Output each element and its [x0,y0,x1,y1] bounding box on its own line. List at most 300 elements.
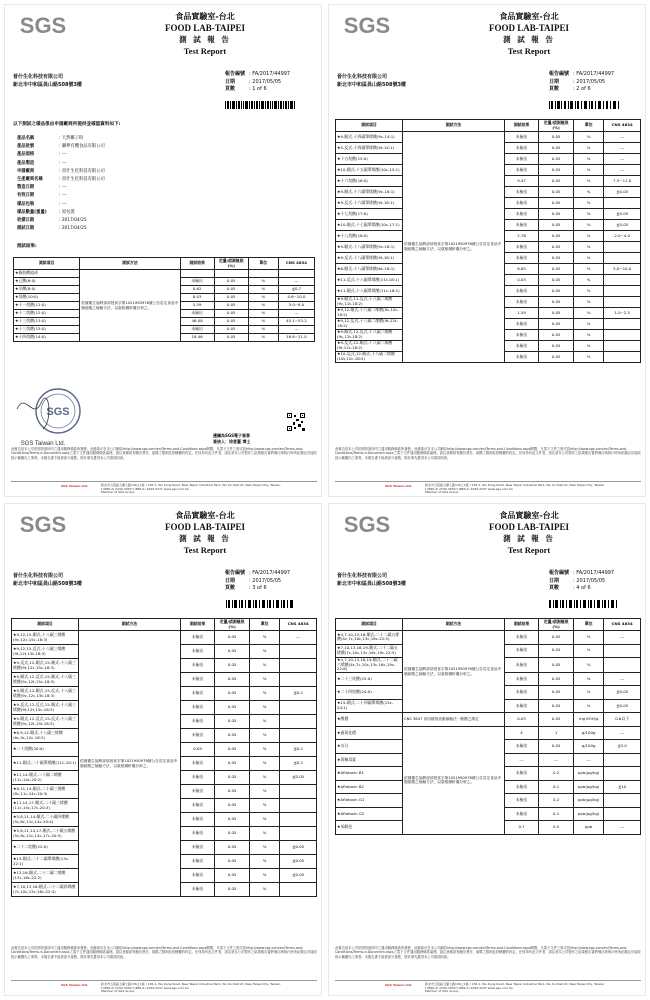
report-page-1 [4,4,322,497]
cell-item: ★脂肪酸組成 [14,270,80,278]
cell-cns: 5.0~10.0 [604,264,641,275]
cell-loq: 0.05 [539,165,574,176]
client-address: 新北市中和區員山路508號3樓 [13,82,82,88]
cell-result: 18.46 [180,334,214,342]
cell-result [180,270,214,278]
cell-loq: 0.05 [214,326,248,334]
cell-item: ★6-順式-十八碳單烯酸(6c-18:1) [336,264,403,275]
table-row [14,270,315,278]
cell-result: 未檢出 [180,883,215,897]
column-header-unit: 單位 [573,619,604,631]
cell-item: ★9,12-反式-十八碳二烯酸(9t,12t-18:2) [336,319,403,330]
cell-cns [604,319,641,330]
svg-text:SGS: SGS [343,13,391,38]
cell-result: 46.08 [180,318,214,326]
cell-cns: 2.0~4.0 [604,231,641,242]
cell-item: ★Aflatoxin G2 [336,807,403,821]
table-row [336,726,641,740]
cell-result: 未檢出 [180,827,215,841]
cell-unit: % [573,154,604,165]
cell-unit: % [573,187,604,198]
table-row [336,631,641,645]
sgs-logo-icon [339,11,395,39]
column-header-result: 測試結果 [180,619,215,631]
sample-field-value: 原包裝 [61,209,75,215]
cell-result: 未檢出 [504,780,539,794]
cell-result: 未檢出 [180,715,215,729]
cell-loq: 0.05 [539,176,574,187]
cell-loq: 0.05 [539,699,574,713]
cell-unit: ppb [573,821,604,835]
column-header-cns: CNS 4834 [604,619,641,631]
cell-result: 0.05 [504,713,539,727]
cell-loq: 0.05 [539,209,574,220]
cell-item: ★水分 [336,740,403,754]
sample-field-label: 生產廠商名稱 [17,177,43,183]
sample-field-label: 樣品包裝 [17,201,35,207]
cell-cns: ≦0.05 [280,855,317,869]
barcode-icon [549,101,619,109]
sample-field-value: 聯夢有機食品有限公司 [61,144,105,150]
footer-bar: SGS Taiwan Ltd. 新北市五股區五權七路136之1號 / 136-1, Wu Kung Road, New Taipei Industrial Park, Wu Ku District, New Taipei City, Taiwan t (886-2) 2299-3939 f (886-2) 2299-3237 www.sgs.com.tw Member of SGS Group [335,980,641,993]
sgs-logo-icon [15,510,71,538]
cell-loq: 0.05 [539,341,574,352]
sample-field-label: 申請廠商 [17,168,35,174]
cell-loq: 0.5 [539,821,574,835]
cell-item: ★8,11,14-順式-二十碳三烯酸(8c,11c,14c-20:3) [12,785,79,799]
cell-item: ★9-反式,12-反式,15-順式-十八碳三烯酸(9t,12t,15c-18:3) [12,701,79,715]
cell-loq: 0.05 [539,297,574,308]
column-header-item: 測試項目 [336,619,403,631]
lab-name-en: FOOD LAB-TAIPEI [164,23,246,33]
cell-method: 依據衛生福利部部授食字第1021950978號公告訂定食品中脂肪酸之檢驗方法，以氣相層析儀分析之。 [80,270,180,342]
cell-cns [280,785,317,799]
report-number: FA/2017/44997 [252,71,291,77]
cell-result: 0.09 [180,743,215,757]
cell-loq: 0.05 [215,701,250,715]
cell-unit: % [249,659,280,673]
report-title-zh: 測 試 報 告 [179,534,231,543]
cell-cns: 7.5~11.0 [604,176,641,187]
cell-result: 未檢出 [504,352,539,363]
results-table [11,618,317,897]
cell-unit: % [573,220,604,231]
cell-loq: 0.05 [214,318,248,326]
sample-field-label: 有效日期 [17,193,35,199]
cell-item: ★10-順式-十五碳單烯酸(10c-15:1) [336,165,403,176]
cell-loq: 0.05 [539,686,574,700]
cell-result: 未檢出 [504,253,539,264]
cell-cns [280,659,317,673]
cell-loq: 0.05 [215,729,250,743]
results-table [13,257,315,342]
report-page-2 [328,4,646,497]
cell-unit: % [573,275,604,286]
cell-loq: 0.05 [539,264,574,275]
cell-cns: ≦0.2 [280,757,317,771]
table-row [336,713,641,727]
cell-item: ★癸酸(10:0) [14,294,80,302]
report-info: 報告編號 : FA/2017/44997 日期 : 2017/05/05 頁數 : 2 of 6 [549,71,615,92]
cell-cns: ≦0.7 [278,286,314,294]
cell-cns: ≦0.05 [604,187,641,198]
cell-result: 4 [504,726,539,740]
lab-name-zh: 食品實驗室-台北 [499,11,559,21]
cell-loq: 0.05 [215,743,250,757]
cell-unit: % [248,302,278,310]
cell-cns [280,813,317,827]
sample-field-label: 產品製造 [17,160,35,166]
sample-field-value: --- [61,160,67,166]
report-title-en: Test Report [183,46,227,56]
cell-result: 未檢出 [180,757,215,771]
cell-unit: % [573,672,604,686]
cell-unit: % [573,319,604,330]
cell-loq [214,270,248,278]
report-info: 報告編號 : FA/2017/44997 日期 : 2017/05/05 頁數 : 3 of 6 [225,570,291,591]
report-header [329,5,646,56]
client-name: 晉什生化科技有限公司 [337,573,388,579]
cell-unit: % [248,310,278,318]
cell-result: 8.03 [180,294,214,302]
cell-loq: 0.05 [539,713,574,727]
approver-name: 簽核人：徐意圖 博士 [213,439,251,444]
svg-text:SGS: SGS [46,406,70,418]
cell-result: 0.7 [504,821,539,835]
cell-item: ★十八烷酸(18:0) [336,231,403,242]
svg-text:SGS: SGS [19,512,67,537]
cell-loq: 0.05 [215,631,250,645]
sample-field: 產品名稱 : 天然椰子粉 [17,135,105,143]
cell-cns [280,883,317,897]
barcode-icon [225,600,295,608]
sample-field-label: 產品規格 [17,152,35,158]
cell-result: 未檢出 [180,278,214,286]
cell-loq: 0.05 [215,687,250,701]
cell-cns [604,807,641,821]
cell-item: ★11,14,17-順式-二十碳三烯酸(11c,14c,17c-20:3) [12,799,79,813]
cell-result: 0.05 [504,275,539,286]
sample-field-value: 天然椰子粉 [61,136,84,141]
cell-unit: g/100g [573,726,604,740]
cell-unit: % [573,231,604,242]
sample-field-value: --- [61,185,67,191]
cell-item: ★4,7,10,13,16-順式-二十二碳五烯酸(4c,7c,10c,13c,16c-22:5) [336,631,403,645]
svg-text:SGS: SGS [343,512,391,537]
cell-result: 未檢出 [504,220,539,231]
column-header-item: 測試項目 [336,120,403,132]
cell-item: ★5,8,11,14,17-順式-二十碳五烯酸(5c,8c,11c,14c,17c-20:5) [12,827,79,841]
cell-cns [280,715,317,729]
column-header-cns: CNS 4834 [278,258,314,270]
page-number: 1 of 6 [252,86,267,92]
sgs-seal-stamp-icon [13,381,83,451]
cell-cns: 0.6以下 [604,713,641,727]
cell-item: ★9-反式-十六碳單烯酸(9t-16:1) [336,198,403,209]
cell-result: 未檢出 [180,869,215,883]
cell-cns: --- [278,326,314,334]
cell-cns: ≦10 [604,780,641,794]
cell-item: ★11-反式-十八碳單烯酸(11t-18:1) [336,275,403,286]
cell-unit: % [249,701,280,715]
column-header-method: 測試方法 [403,619,505,631]
cell-result: 未檢出 [504,794,539,808]
qr-code-icon [287,413,305,431]
lab-name-en: FOOD LAB-TAIPEI [488,23,570,33]
sample-field: 樣品數量(重量) : 原包裝 [17,209,105,217]
cell-cns [604,658,641,673]
cell-method: 依據衛生福利部部授食字第1021950978號公告訂定食品中脂肪酸之檢驗方法，以氣相層析儀分析之。 [403,132,505,363]
cell-cns: --- [280,631,317,645]
column-header-unit: 單位 [249,619,280,631]
cell-result: 2.76 [504,231,539,242]
cell-cns: --- [604,154,641,165]
sgs-logo-icon [15,11,71,39]
column-header-loq: 定量/偵測極限(%) [214,258,248,270]
cell-result: 未檢出 [180,771,215,785]
cell-cns [280,673,317,687]
cell-result: 未檢出 [180,841,215,855]
report-date: 2017/05/05 [576,577,606,584]
sample-field-value: 晉什生化科技有限公司 [61,168,105,174]
cell-unit: % [249,729,280,743]
cell-item: ★Aflatoxin B1 [336,767,403,781]
lab-name-en: FOOD LAB-TAIPEI [488,522,570,532]
cell-loq: 0.05 [215,645,250,659]
cell-unit: % [573,658,604,673]
cell-unit: % [248,278,278,286]
cell-item: ★7,10,13,16-順式-二十二碳四烯酸(7c,10c,13c,16c-22:4) [12,883,79,897]
cell-loq: 0.05 [539,198,574,209]
cell-loq: 0.05 [539,330,574,341]
cell-unit: % [573,699,604,713]
cell-result: --- [504,753,539,767]
cell-unit: % [249,645,280,659]
table-row [12,631,317,645]
sample-field-value: 2017/04/25 [61,226,87,232]
cell-unit [248,270,278,278]
cell-cns [280,701,317,715]
cell-item: ★Aflatoxin B2 [336,780,403,794]
cell-cns [604,275,641,286]
cell-result: 未檢出 [504,165,539,176]
cell-unit: % [573,352,604,363]
cell-result: 未檢出 [504,699,539,713]
client-address: 新北市中和區員山路508號3樓 [13,581,82,587]
cell-loq: 0.05 [539,231,574,242]
cell-loq: 0.05 [539,154,574,165]
cell-cns [604,753,641,767]
cell-result: 0.62 [180,286,214,294]
cell-unit: % [573,644,604,658]
cell-unit: % [573,165,604,176]
cell-item: ★十五烷酸(15:0) [336,154,403,165]
cell-unit: % [249,743,280,757]
report-title-en: Test Report [507,545,551,555]
cell-item: ★9-順式,12-反式,15-反式-十八碳三烯酸(9c,12t,15t-18:3) [12,715,79,729]
cell-cns [604,352,641,363]
report-number: FA/2017/44997 [576,570,615,576]
cell-result: 未檢出 [504,286,539,297]
cell-item: ★15-順式-二十四碳單烯酸(15c-24:1) [336,699,403,713]
cell-cns: --- [278,310,314,318]
cell-item: ★5,8,11,14-順式-二十碳四烯酸(5c,8c,11c,14c-20:4) [12,813,79,827]
cell-item: ★6,9,12-順式-十八碳三烯酸(6c,9c,12c-18:3) [12,729,79,743]
cell-loq: 0.05 [539,220,574,231]
cell-loq: 0.05 [539,275,574,286]
cell-item: ★辛酸(8:0) [14,286,80,294]
cell-loq: 0.05 [539,132,574,143]
cell-result: 未檢出 [180,631,215,645]
cell-loq: --- [539,753,574,767]
cell-loq: 0.05 [215,883,250,897]
cell-unit: % [248,318,278,326]
cell-unit: % [573,209,604,220]
cell-result: 1.59 [504,308,539,319]
cell-item: ★十二烷酸(12:0) [14,310,80,318]
page-number: 2 of 6 [576,86,591,92]
cell-cns: 16.8~21.0 [278,334,314,342]
cell-item: ★二十烷酸(20:0) [12,743,79,757]
cell-loq: 0.05 [215,757,250,771]
cell-loq: 0.05 [539,319,574,330]
cell-result: 未檢出 [180,645,215,659]
cell-item: ★9-順式-十六碳單烯酸(9c-16:1) [336,187,403,198]
sample-field: 有效日期 : --- [17,192,105,200]
column-header-cns: CNS 4834 [604,120,641,132]
cell-cns: ≦0.05 [280,841,317,855]
cell-result: 6.85 [504,264,539,275]
cell-loq: 0.05 [214,310,248,318]
cell-loq: 0.05 [539,242,574,253]
client-block [337,73,406,89]
cell-loq: 1 [539,726,574,740]
cell-unit: % [248,326,278,334]
cell-item: ★過氧化價 [336,726,403,740]
results-table [335,119,641,363]
cell-cns [604,644,641,658]
sample-field: 產品批號 : 聯夢有機食品有限公司 [17,143,105,151]
cell-item: ★9,12-順式-十八碳二烯酸(9c,12c-18:2) [336,308,403,319]
cell-method: 依據衛生福利部部授食字第1021950978號公告訂定食品中脂肪酸之檢驗方法，以氣相層析儀分析之。 [403,726,505,834]
cell-item: ★9,12,15-順式-十八碳三烯酸(9c,12c,15c-18:3) [12,631,79,645]
cell-cns: ≦0.2 [280,743,317,757]
cell-item: ★9-反式,12-順式-十八碳二烯酸(9t,12c-18:2) [336,341,403,352]
sample-field: 產品規格 : --- [17,151,105,159]
column-header-cns: CNS 4834 [280,619,317,631]
cell-loq: 0.05 [539,253,574,264]
sample-field-label: 樣品數量(重量) [17,209,47,215]
cell-unit: % [573,297,604,308]
cell-unit: % [249,673,280,687]
cell-loq: 0.05 [215,771,250,785]
cell-item: ★十一烷酸(11:0) [14,302,80,310]
report-info: 報告編號 : FA/2017/44997 日期 : 2017/05/05 頁數 : 4 of 6 [549,570,615,591]
sample-field: 產品製造 : --- [17,160,105,168]
svg-text:SGS: SGS [19,13,67,38]
table-row [336,132,641,143]
column-header-method: 測試方法 [79,619,181,631]
cell-cns: 4.6~10.0 [278,294,314,302]
cell-loq: 0.05 [539,631,574,645]
footer-disclaimer: 此報告是本公司依照背面所印之通用服務條款所簽發，此條款可在本公司網站http://www.sgs.com/en/Terms-and-Conditions.aspx閱覽，凡電子文件之格式依http://www.sgs.com/en/Terms-and-Conditions/Terms-e-Document.aspx之電子文件通用服務條款處理。請注意條款有關於責任、賠償之限制及管轄權的約定。任何持有此文件者，請注意本公司製作之結果報告書將僅反映執行時所紀錄且於接收指示範圍內之事實。本報告書不能被部分複製，除非事先獲得本公司書面同意。 [335,946,641,959]
report-info: 報告編號 : FA/2017/44997 日期 : 2017/05/05 頁數 : 1 of 6 [225,71,291,92]
cell-item: ★十三烷酸(13:0) [14,318,80,326]
cell-item: ★二十二烷酸(22:0) [12,841,79,855]
cell-unit: % [573,264,604,275]
cell-loq: 0.1 [539,780,574,794]
column-header-method: 測試方法 [80,258,180,270]
footer-disclaimer: 此報告是本公司依照背面所印之通用服務條款所簽發，此條款可在本公司網站http://www.sgs.com/en/Terms-and-Conditions.aspx閱覽，凡電子文件之格式依http://www.sgs.com/en/Terms-and-Conditions/Terms-e-Document.aspx之電子文件通用服務條款處理。請注意條款有關於責任、賠償之限制及管轄權的約定。任何持有此文件者，請注意本公司製作之結果報告書將僅反映執行時所紀錄且於接收指示範圍內之事實。本報告書不能被部分複製，除非事先獲得本公司書面同意。 [11,447,317,460]
client-name: 晉什生化科技有限公司 [337,74,388,80]
cell-cns: --- [604,143,641,154]
footer-disclaimer: 此報告是本公司依照背面所印之通用服務條款所簽發，此條款可在本公司網站http://www.sgs.com/en/Terms-and-Conditions.aspx閱覽，凡電子文件之格式依http://www.sgs.com/en/Terms-and-Conditions/Terms-e-Document.aspx之電子文件通用服務條款處理。請注意條款有關於責任、賠償之限制及管轄權的約定。任何持有此文件者，請注意本公司製作之結果報告書將僅反映執行時所紀錄且於接收指示範圍內之事實。本報告書不能被部分複製，除非事先獲得本公司書面同意。 [11,946,317,959]
cell-loq: 0.05 [215,673,250,687]
cell-cns: --- [604,726,641,740]
cell-item: ★9-順式,12-順式,15-反式-十八碳三烯酸(9c,12c,15t-18:3) [12,687,79,701]
cell-result: 未檢出 [180,729,215,743]
cell-cns [604,341,641,352]
cell-loq: 0.05 [214,278,248,286]
cell-item: ★9-順式,12-反式-十八碳二烯酸(9c,12t-18:2) [336,330,403,341]
sample-field: 製造日期 : --- [17,184,105,192]
column-header-result: 測試結果 [180,258,214,270]
cell-cns: ≦5.0 [604,740,641,754]
cell-item: ★二十四烷酸(24:0) [336,686,403,700]
cell-result: 未檢出 [504,740,539,754]
cell-loq: 0.1 [539,807,574,821]
cell-unit: % [573,631,604,645]
report-title-zh: 測 試 報 告 [503,534,555,543]
cell-item: ★10-順式-十七碳單烯酸(10c-17:1) [336,220,403,231]
sample-field-label: 產品批號 [17,144,35,150]
footer-disclaimer: 此報告是本公司依照背面所印之通用服務條款所簽發，此條款可在本公司網站http://www.sgs.com/en/Terms-and-Conditions.aspx閱覽，凡電子文件之格式依http://www.sgs.com/en/Terms-and-Conditions/Terms-e-Document.aspx之電子文件通用服務條款處理。請注意條款有關於責任、賠償之限制及管轄權的約定。任何持有此文件者，請注意本公司製作之結果報告書將僅反映執行時所紀錄且於接收指示範圍內之事實。本報告書不能被部分複製，除非事先獲得本公司書面同意。 [335,447,641,460]
cell-result: 未檢出 [504,807,539,821]
cell-result: 未檢出 [504,767,539,781]
cell-item: ★9-順式-十八碳單烯酸(9c-18:1) [336,242,403,253]
cell-item: ★Aflatoxin G1 [336,794,403,808]
cell-cns [604,330,641,341]
sample-field-label: 收樣日期 [17,218,35,224]
cell-result: 未檢出 [504,242,539,253]
cell-cns [280,827,317,841]
sample-field-value: --- [61,201,67,207]
cell-method: 依據衛生福利部部授食字第1021950978號公告訂定食品中脂肪酸之檢驗方法，以氣相層析儀分析之。 [403,631,505,713]
report-page-3 [4,503,322,996]
cell-loq: 0.05 [215,659,250,673]
cell-cns: ≦0.05 [280,869,317,883]
cell-result: 未檢出 [504,686,539,700]
results-table [335,618,641,835]
cell-item: ★11,14-順式-二十碳二烯酸(11c,14c-20:2) [12,771,79,785]
cell-cns: ≦0.05 [604,209,641,220]
cell-unit: % [249,785,280,799]
cell-result: 未檢出 [504,658,539,673]
cell-result: 未檢出 [504,209,539,220]
cell-loq: 0.05 [215,785,250,799]
cell-item: ★13-順式-二十二碳單烯酸(13c-22:1) [12,855,79,869]
cell-cns [604,297,641,308]
cell-result: 未檢出 [180,855,215,869]
report-number: FA/2017/44997 [252,570,291,576]
sample-field: 生產廠商名稱 : 晉什生化科技有限公司 [17,176,105,184]
report-date: 2017/05/05 [576,78,606,85]
report-number: FA/2017/44997 [576,71,615,77]
column-header-result: 測試結果 [504,619,539,631]
cell-loq: 0.05 [215,869,250,883]
cell-unit: ppb(μg/kg) [573,794,604,808]
cell-item: ★黃麴毒素 [336,753,403,767]
